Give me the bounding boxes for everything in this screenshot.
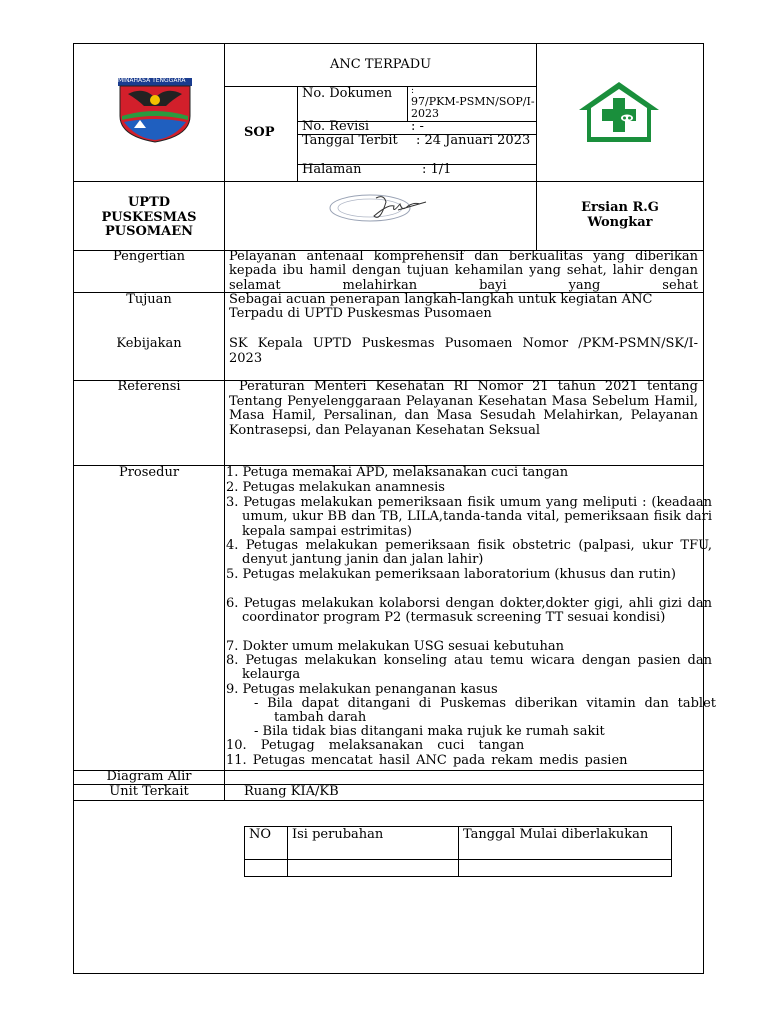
step-11: 11. Petugas mencatat hasil ANC pada rekam medis pasien bbox=[226, 753, 628, 768]
pengertian-text: Pelayanan antenaal komprehensif dan berkualitas yang diberikan kepada ibu hamil dengan tujuan kehamilan yang sehat, lahir dengan selamat melahirkan bayi yang sehat bbox=[229, 249, 698, 293]
step-4: 4. Petugas melakukan pemeriksaan fisik obstetric (palpasi, ukur TFU, denyut jantung janin dan jalan lahir) bbox=[226, 538, 712, 568]
org-divider-left bbox=[224, 181, 225, 250]
revision-label: No. Revisi bbox=[302, 119, 370, 134]
puskesmas-logo-icon bbox=[577, 80, 661, 144]
regency-emblem-icon bbox=[114, 76, 196, 144]
revision-table bbox=[244, 826, 672, 877]
step-9: 9. Petugas melakukan penanganan kasus bbox=[226, 682, 498, 697]
revision-cell bbox=[288, 860, 459, 877]
puskesmas-logo bbox=[577, 80, 661, 144]
revision-value: : - bbox=[411, 119, 424, 134]
doc-number-label: No. Dokumen bbox=[302, 86, 393, 101]
unit-line bbox=[73, 800, 704, 801]
doc-number-colon: : bbox=[411, 86, 415, 96]
body-column-divider bbox=[224, 250, 225, 800]
diagram-label: Diagram Alir bbox=[106, 769, 192, 784]
revision-header-date: Tanggal Mulai diberlakukan bbox=[459, 827, 672, 860]
referensi-label: Referensi bbox=[117, 379, 181, 394]
step-1: 1. Petuga memakai APD, melaksanakan cuci tangan bbox=[226, 465, 569, 480]
prosedur-label: Prosedur bbox=[118, 465, 180, 480]
signatory-name: Ersian R.G Wongkar bbox=[581, 200, 659, 230]
issue-date-label: Tanggal Terbit bbox=[302, 133, 398, 148]
page-value: : 1/1 bbox=[422, 162, 452, 177]
unit-label: Unit Terkait bbox=[109, 784, 189, 799]
sop-label: SOP bbox=[244, 125, 275, 140]
revision-header-content: Isi perubahan bbox=[288, 827, 459, 860]
step-9-sub-2: - Bila tidak bias ditangani maka rujuk ke rumah sakit bbox=[254, 724, 605, 739]
issue-date-value: : 24 Januari 2023 bbox=[416, 133, 531, 148]
header-divider-right bbox=[536, 43, 537, 181]
signature-icon bbox=[328, 192, 434, 226]
organization-name: UPTD PUSKESMAS PUSOMAEN bbox=[101, 195, 197, 239]
revision-cell bbox=[459, 860, 672, 877]
org-divider-right bbox=[536, 181, 537, 250]
step-3: 3. Petugas melakukan pemeriksaan fisik umum yang meliputi : (keadaan umum, ukur BB dan TB, LILA,tanda-tanda vital, pemeriksaan fisik dari kepala sampai estrimitas) bbox=[226, 495, 712, 539]
header-divider-left bbox=[224, 43, 225, 181]
tujuan-text: Sebagai acuan penerapan langkah-langkah untuk kegiatan ANC Terpadu di UPTD Puskesmas Pusomaen bbox=[229, 292, 653, 322]
document-title: ANC TERPADU bbox=[330, 57, 432, 72]
tujuan-label: Tujuan bbox=[126, 292, 172, 307]
docno-divider bbox=[407, 86, 408, 121]
prosedur-steps bbox=[226, 465, 716, 770]
step-7: 7. Dokter umum melakukan USG sesuai kebutuhan bbox=[226, 639, 564, 654]
revision-header-no: NO bbox=[245, 827, 288, 860]
step-2: 2. Petugas melakukan anamnesis bbox=[226, 480, 445, 495]
pengertian-label: Pengertian bbox=[113, 249, 185, 264]
doc-number-value: 97/PKM-PSMN/SOP/I-2023 bbox=[411, 95, 535, 120]
step-6: 6. Petugas melakukan kolaborsi dengan dokter,dokter gigi, ahli gizi dan coordinator program P2 (termasuk screening TT sesuai kondisi) bbox=[226, 596, 712, 626]
page-label: Halaman bbox=[302, 162, 362, 177]
revision-empty-row bbox=[245, 860, 672, 877]
referensi-text: Peraturan Menteri Kesehatan RI Nomor 21 tahun 2021 tentang Tentang Penyelenggaraan Pelayanan Kesehatan Masa Sebelum Hamil, Masa Hamil, Persalinan, dan Masa Sesudah Melahirkan, Pelayanan Kontrasepsi, dan Pelayanan Kesehatan Seksual bbox=[229, 379, 698, 438]
kebijakan-text: SK Kepala UPTD Puskesmas Pusomaen Nomor /PKM-PSMN/SK/I-2023 bbox=[229, 336, 698, 366]
emblem-caption: MINAHASA TENGGARA bbox=[118, 77, 186, 84]
unit-value: Ruang KIA/KB bbox=[244, 784, 339, 799]
step-8: 8. Petugas melakukan konseling atau temu wicara dengan pasien dan kelaurga bbox=[226, 653, 712, 683]
step-10: 10. Petugag melaksanakan cuci tangan bbox=[226, 738, 525, 753]
revision-cell bbox=[245, 860, 288, 877]
regency-emblem bbox=[114, 76, 196, 144]
step-5: 5. Petugas melakukan pemeriksaan laboratorium (khusus dan rutin) bbox=[226, 567, 676, 582]
header-bottom-line bbox=[73, 181, 704, 182]
revision-header-row bbox=[245, 827, 672, 860]
step-9-sub-1: - Bila dapat ditangani di Puskemas diberikan vitamin dan tablet tambah darah bbox=[254, 696, 716, 726]
kebijakan-label: Kebijakan bbox=[116, 336, 182, 351]
signature-stamp bbox=[328, 192, 434, 226]
